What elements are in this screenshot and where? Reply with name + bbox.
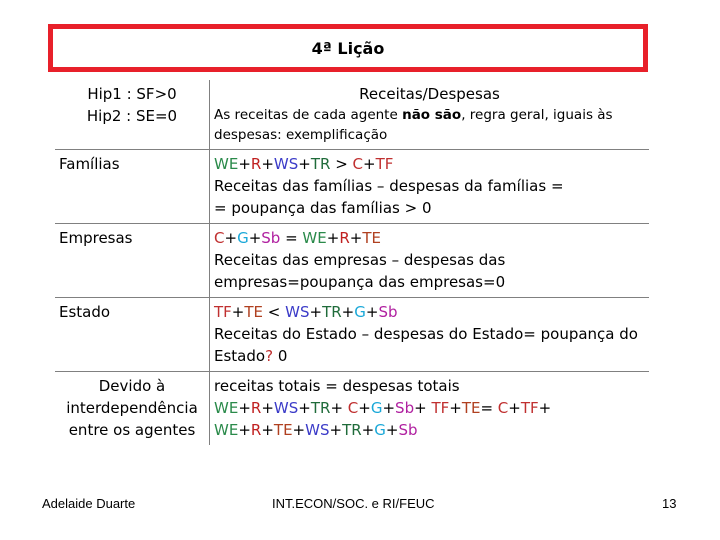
lesson-table xyxy=(55,80,649,445)
footer-author: Adelaide Duarte xyxy=(42,496,136,511)
equation: WE+R+WS+TR > C+TF xyxy=(214,155,394,173)
header-row xyxy=(55,80,649,150)
column-title: Receitas/Despesas xyxy=(359,85,500,103)
row-text: Receitas do Estado – despesas do Estado= poupança do Estado? 0 xyxy=(214,325,638,365)
row-text: Receitas das famílias – despesas da famílias = xyxy=(214,177,564,195)
row-text: = poupança das famílias > 0 xyxy=(214,199,432,217)
equation: TF+TE < WS+TR+G+Sb xyxy=(214,303,398,321)
row-content xyxy=(210,372,650,446)
row-label: Famílias xyxy=(55,150,210,224)
row-devido xyxy=(55,372,649,446)
hypotheses-cell xyxy=(55,80,210,150)
equation: WE+R+TE+WS+TR+G+Sb xyxy=(214,421,418,439)
title-box xyxy=(48,24,648,72)
hyp1: Hip1 : SF>0 xyxy=(87,85,177,103)
slide-title: 4ª Lição xyxy=(311,38,385,58)
hyp2: Hip2 : SE=0 xyxy=(86,107,178,125)
row-familias xyxy=(55,150,649,224)
equation: C+G+Sb = WE+R+TE xyxy=(214,229,381,247)
footer-course: INT.ECON/SOC. e RI/FEUC xyxy=(272,496,435,511)
row-estado xyxy=(55,298,649,372)
row-empresas xyxy=(55,224,649,298)
page-number: 13 xyxy=(662,496,677,511)
row-text: Receitas das empresas – despesas das empresas=poupança das empresas=0 xyxy=(214,251,506,291)
row-content xyxy=(210,224,650,298)
header-description: As receitas de cada agente não são, regra geral, iguais às despesas: exemplificação xyxy=(214,107,613,143)
row-label: Estado xyxy=(55,298,210,372)
row-label: Devido à interdependência entre os agentes xyxy=(66,377,198,439)
row-content xyxy=(210,298,650,372)
row-content xyxy=(210,150,650,224)
row-label: Empresas xyxy=(55,224,210,298)
equation: WE+R+WS+TR+ C+G+Sb+ TF+TE= C+TF+ xyxy=(214,399,552,417)
header-desc-cell xyxy=(210,80,650,150)
row-text: receitas totais = despesas totais xyxy=(214,377,460,395)
